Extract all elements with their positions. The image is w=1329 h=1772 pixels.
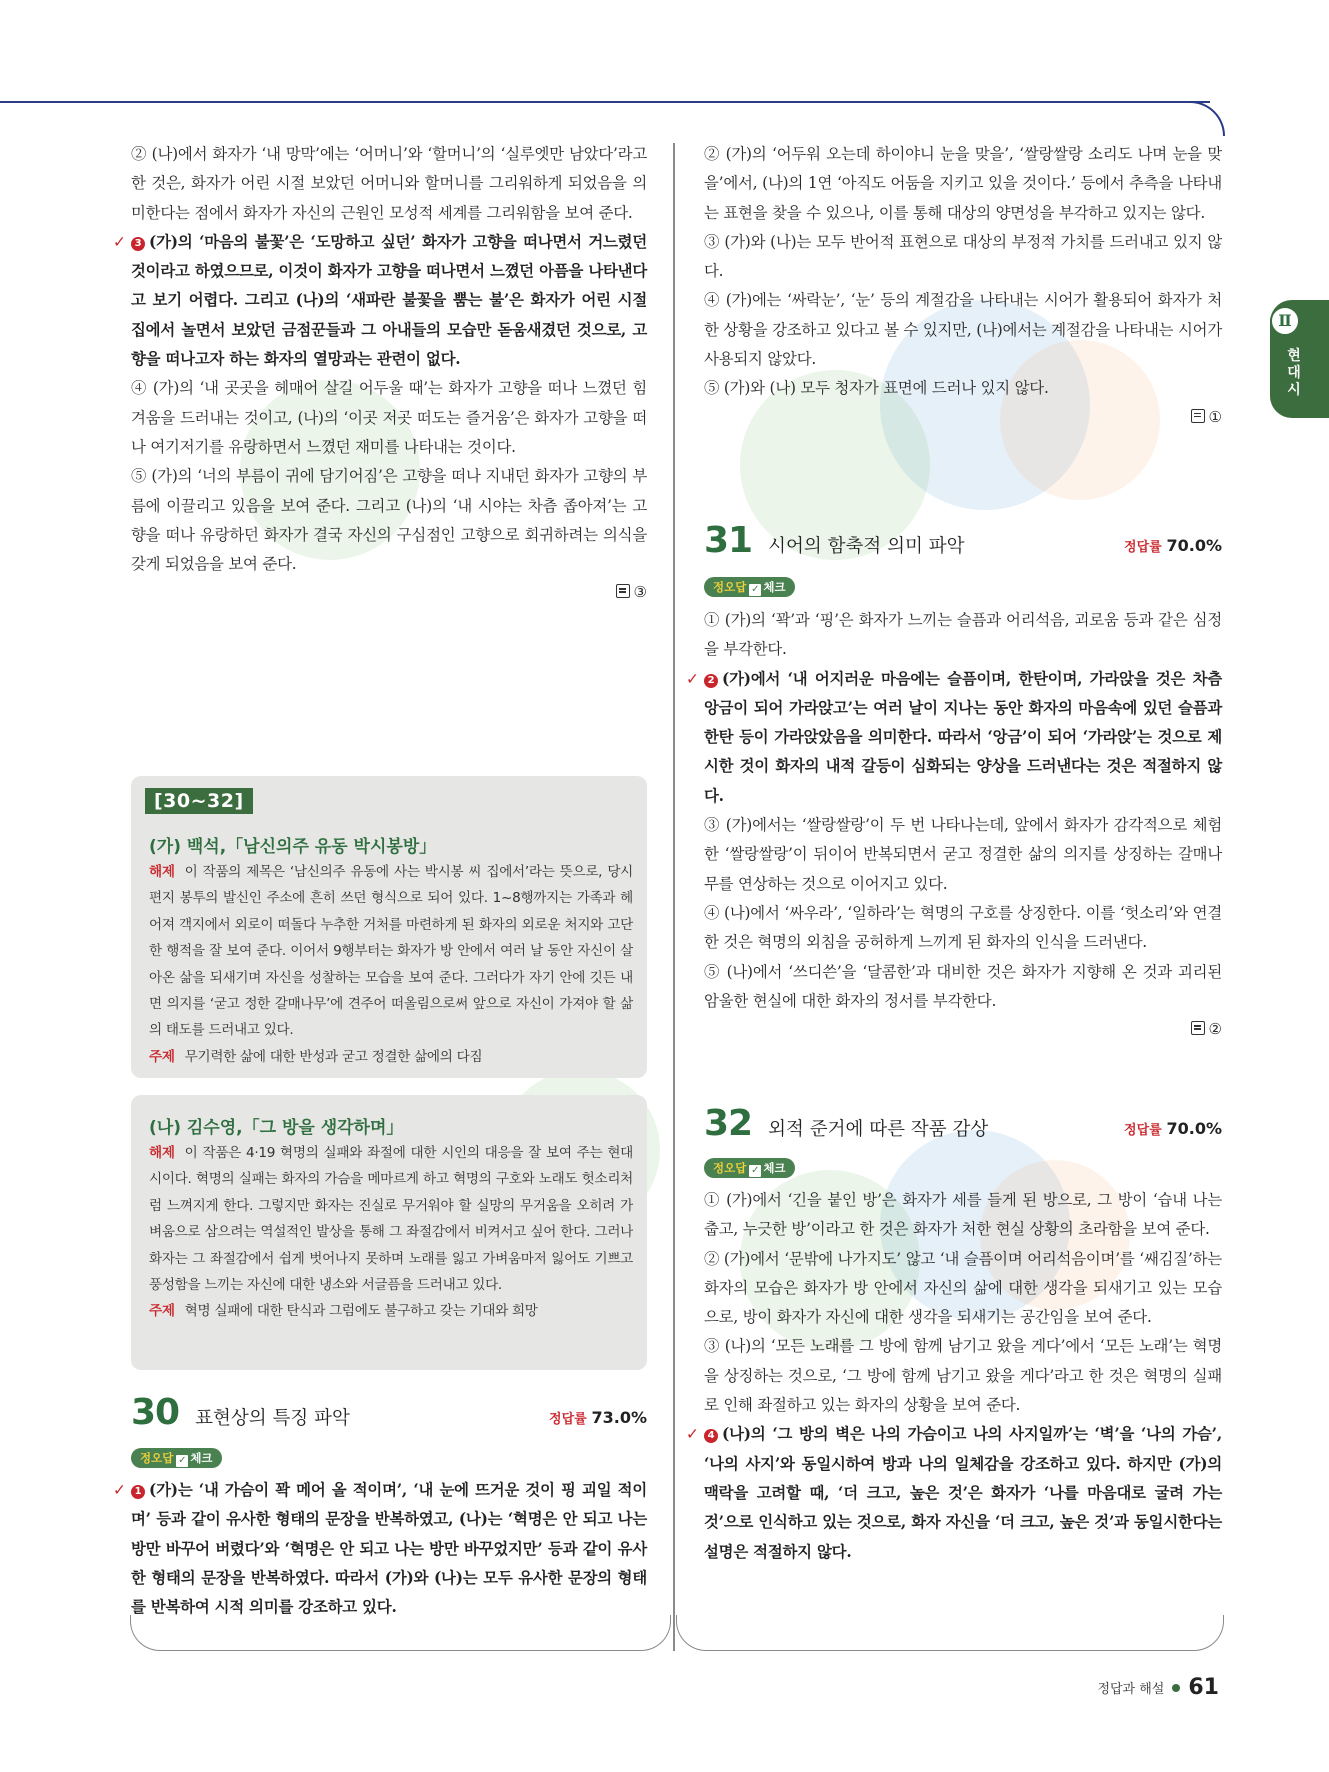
explanation-paragraph: ③ (가)에서는 ‘쌀랑쌀랑’이 두 번 나타나는데, 앞에서 화자가 감각적으로 체험한 ‘쌀랑쌀랑’이 뒤이어 반복되면서 굳고 정결한 삶의 의지를 상징하는 갈매나무를 연상하는 것으로 이어지고 있다. xyxy=(704,816,1222,893)
check-mark-icon: ✓ xyxy=(113,1481,126,1499)
answer-icon xyxy=(1191,409,1205,423)
passage-box-ga xyxy=(131,776,647,1078)
explanation-paragraph: ⑤ (가)의 ‘너의 부름이 귀에 담기어짐’은 고향을 떠나 지내던 화자가 고향의 부름에 이끌리고 있음을 보여 준다. 그리고 (나)의 ‘내 시야는 차츰 좁아져’는 고향을 떠나 유랑하던 화자가 결국 자신의 구심점인 고향으로 회귀하려는 의식을 갖게 되었음을 보여 준다. xyxy=(131,467,647,574)
passage-summary-na: 해제 이 작품은 4·19 혁명의 실패와 좌절에 대한 시인의 대응을 잘 보여 주는 현대시이다. 혁명의 실패는 화자의 가슴을 메마르게 하고 혁명의 구호와 노래도 헛소리처럼 느껴지게 한다. 그렇지만 화자는 진실로 무거워야 할 실망의 무거움을 오히려 가벼움으로 삼으려는 역설적인 발상을 통해 그 좌절감에서 비켜서고 싶어 한다. 그러나 화자는 그 좌절감에서 쉽게 벗어나지 못하며 노래를 잃고 가벼움마저 잃어도 기쁘고 풍성함을 느끼는 자신에 대한 냉소와 서글픔을 드러내고 있다. 주제 혁명 실패에 대한 탄식과 그럼에도 불구하고 갖는 기대와 희망 xyxy=(149,1145,633,1320)
checkbox-icon: ✓ xyxy=(178,1455,187,1466)
correct-explanation: ✓ 1 (가)는 ‘내 가슴이 꽉 메어 올 적이며’, ‘내 눈에 뜨거운 것이 핑 괴일 적이며’ 등과 같이 유사한 형태의 문장을 반복하였고, (나)는 ‘혁명은 안 되고 나는 방만 바꾸어 버렸다’와 ‘혁명은 안 되고 나는 방만 바꾸었지만’ 등과 같이 유사한 형태의 문장을 반복하였다. 따라서 (가)와 (나)는 모두 유사한 문장의 형태를 반복하여 시적 의미를 강조하고 있다. xyxy=(131,1476,647,1622)
question-title: 시어의 함축적 의미 파악 xyxy=(768,536,965,557)
passage-box-na xyxy=(131,1095,647,1370)
correct-rate: 정답률 73.0% xyxy=(549,1408,647,1427)
answer-icon xyxy=(1191,1021,1205,1035)
correct-number: 1 xyxy=(131,1485,145,1499)
passage-summary-ga: 해제 이 작품의 제목은 ‘남신의주 유동에 사는 박시봉 씨 집에서’라는 뜻으로, 당시 편지 봉투의 발신인 주소에 흔히 쓰던 형식으로 되어 있다. 1~8행까지는 가족과 헤어져 객지에서 외로이 떠돌다 누추한 거처를 마련하게 된 화자의 외로운 처지와 고단한 행적을 잘 보여 준다. 이어서 9행부터는 화자가 방 안에서 여러 날 동안 자신이 살아온 삶을 되새기며 자신을 성찰하는 모습을 보여 준다. 그러다가 자기 안에 깃든 내면 의지를 ‘굳고 정한 갈매나무’에 견주어 떠올림으로써 앞으로 자신이 가져야 할 삶의 태도를 드러내고 있다. 주제 무기력한 삶에 대한 반성과 굳고 정결한 삶에의 다짐 xyxy=(149,864,633,1065)
correct-number: 3 xyxy=(131,237,145,251)
question-number: 32 xyxy=(704,1103,753,1144)
question-32-header xyxy=(704,1103,1222,1144)
explanation-paragraph: ① (가)의 ‘꽉’과 ‘핑’은 화자가 느끼는 슬픔과 어리석음, 괴로움 등과 같은 심정을 부각한다. xyxy=(704,611,1222,659)
check-mark-icon: ✓ xyxy=(686,1425,699,1444)
check-mark-icon: ✓ xyxy=(113,232,126,251)
top-rule xyxy=(0,101,1210,103)
explanation-paragraph: ③ (나)의 ‘모든 노래를 그 방에 함께 남기고 왔을 게다’에서 ‘모든 노래’는 혁명을 상징하는 것으로, ‘그 방에 함께 남기고 왔을 게다’라고 한 것은 혁명의 실패로 인해 좌절하고 있는 화자의 상황을 보여 준다. xyxy=(704,1337,1222,1415)
explanation-paragraph: ③ (가)와 (나)는 모두 반어적 표현으로 대상의 부정적 가치를 드러내고 있지 않다. xyxy=(704,232,1222,281)
page-number: 61 xyxy=(1188,1675,1219,1700)
column-divider xyxy=(673,143,675,1651)
answer-line: ② xyxy=(704,1020,1222,1038)
correct-explanation: ✓ 4 (나)의 ‘그 방의 벽은 나의 가슴이고 나의 사지일까’는 ‘벽’을 ‘나의 가슴’, ‘나의 사지’와 동일시하여 방과 나의 일체감을 강조하고 있다. 하지만 (가)의 맥락을 고려할 때, ‘더 크고, 높은 것’은 화자가 ‘나를 마음대로 굴려 가는 것’으로 인식하고 있는 것으로, 화자 자신을 ‘더 크고, 높은 것’과 동일시한다는 설명은 적절하지 않다. xyxy=(704,1420,1222,1566)
passage-title-ga: (가) 백석,「남신의주 유동 박시봉방」 xyxy=(149,837,437,857)
question-30-explanation xyxy=(113,1476,647,1622)
chapter-label: 현대시 xyxy=(1287,348,1301,398)
right-column-frame xyxy=(676,1615,1224,1651)
explanation-paragraph: ④ (가)에는 ‘싸락눈’, ‘눈’ 등의 계절감을 나타내는 시어가 활용되어 화자가 처한 상황을 강조하고 있다고 볼 수 있지만, (나)에서는 계절감을 나타내는 시어가 사용되지 않았다. xyxy=(704,291,1222,369)
question-number: 31 xyxy=(704,520,753,561)
answer-check-badge: 정오답 ✓ 체크 xyxy=(704,1158,795,1178)
explanation-paragraph: ⑤ (나)에서 ‘쓰디쓴’을 ‘달콤한’과 대비한 것은 화자가 지향해 온 것과 괴리된 암울한 현실에 대한 화자의 정서를 부각한다. xyxy=(704,962,1222,1010)
top-rule-curve xyxy=(1190,101,1225,136)
explanation-paragraph: ④ (나)에서 ‘싸우라’, ‘일하라’는 혁명의 구호를 상징한다. 이를 ‘헛소리’와 연결한 것은 혁명의 외침을 공허하게 느끼게 된 화자의 인식을 드러낸다. xyxy=(704,903,1222,952)
explanation-paragraph: ① (가)에서 ‘긴을 붙인 방’은 화자가 세를 들게 된 방으로, 그 방이 ‘습내 나는 춥고, 누긋한 방’이라고 한 것은 화자가 처한 현실 상황의 초라함을 보여 준다. xyxy=(704,1191,1222,1239)
answer-line: ① xyxy=(704,408,1222,426)
correct-rate: 정답률 70.0% xyxy=(1124,1119,1222,1138)
left-explanation-block xyxy=(113,140,647,602)
question-32-explanation xyxy=(686,1186,1222,1567)
question-31-header xyxy=(704,520,1222,561)
checkbox-icon: ✓ xyxy=(751,1165,760,1176)
passage-range-tag: [30~32] xyxy=(145,788,253,814)
correct-number: 2 xyxy=(704,674,718,688)
question-30-header xyxy=(131,1392,647,1433)
explanation-paragraph: ⑤ (가)와 (나) 모두 청자가 표면에 드러나 있지 않다. xyxy=(704,379,1049,398)
page-footer xyxy=(1097,1675,1219,1700)
check-mark-icon: ✓ xyxy=(686,669,699,688)
answer-check-badge: 정오답 ✓ 체크 xyxy=(131,1448,222,1468)
question-title: 외적 준거에 따른 작품 감상 xyxy=(768,1119,989,1140)
explanation-paragraph: ② (나)에서 화자가 ‘내 망막’에는 ‘어머니’와 ‘할머니’의 ‘실루엣만 남았다’라고 한 것은, 화자가 어린 시절 보았던 어머니와 할머니를 그리워하게 되었음을 의미한다는 점에서 화자가 자신의 근원인 모성적 세계를 그리워함을 보여 준다. xyxy=(131,145,647,222)
question-title: 표현상의 특징 파악 xyxy=(195,1408,350,1429)
correct-explanation: ✓ 3 (가)의 ‘마음의 불꽃’은 ‘도망하고 싶던’ 화자가 고향을 떠나면서 거느렸던 것이라고 하였으므로, 이것이 화자가 고향을 떠나면서 느꼈던 아픔을 나타낸다고 보기 어렵다. 그리고 (나)의 ‘새파란 불꽃을 뿜는 불’은 화자가 어린 시절 집에서 놀면서 보았던 금점꾼들과 그 아내들의 모습만 돋움새겼던 것으로, 고향을 떠나고자 하는 화자의 열망과는 관련이 없다. xyxy=(131,228,647,374)
passage-title-na: (나) 김수영,「그 방을 생각하며」 xyxy=(149,1118,404,1138)
correct-rate: 정답률 70.0% xyxy=(1124,536,1222,555)
answer-check-badge: 정오답 ✓ 체크 xyxy=(704,577,795,597)
checkbox-icon: ✓ xyxy=(751,584,760,595)
footer-dot xyxy=(1172,1684,1180,1692)
correct-explanation: ✓ 2 (가)에서 ‘내 어지러운 마음에는 슬픔이며, 한탄이며, 가라앉을 것은 차츰 앙금이 되어 가라앉고’는 여러 날이 지나는 동안 화자의 마음속에 있던 슬픔과 한탄 등이 가라앉았음을 의미한다. 따라서 ‘앙금’이 되어 ‘가라앉’는 것으로 제시한 것이 화자의 내적 갈등이 심화되는 양상을 드러낸다는 것은 적절하지 않다. xyxy=(704,665,1222,811)
answer-icon xyxy=(616,584,630,598)
correct-number: 4 xyxy=(704,1429,718,1443)
chapter-number-badge: Ⅱ xyxy=(1270,306,1300,336)
footer-label: 정답과 해설 xyxy=(1097,1682,1165,1697)
question-31-explanation xyxy=(686,606,1222,1039)
explanation-paragraph: ④ (가)의 ‘내 곳곳을 헤매어 살길 어두울 때’는 화자가 고향을 떠나 느꼈던 힘겨움을 드러내는 것이고, (나)의 ‘이곳 저곳 떠도는 즐거움’은 화자가 고향을 떠나 여기저기를 유랑하면서 느꼈던 재미를 나타내는 것이다. xyxy=(131,379,647,456)
explanation-paragraph: ② (가)의 ‘어두워 오는데 하이야니 눈을 맞을’, ‘쌀랑쌀랑 소리도 나며 눈을 맞을’에서, (나)의 1연 ‘아직도 어둠을 지키고 있을 것이다.’ 등에서 추측을 나타내는 표현을 찾을 수 있으나, 이를 통해 대상의 양면성을 부각하고 있지는 않다. xyxy=(704,145,1222,222)
answer-line: ③ xyxy=(131,583,647,601)
explanation-paragraph: ② (가)에서 ‘문밖에 나가지도’ 않고 ‘내 슬픔이며 어리석음이며’를 ‘쌔김질’하는 화자의 모습은 화자가 방 안에서 자신의 삶에 대한 생각을 되새기고 있는 모습으로, 방이 화자가 자신에 대한 생각을 되새기는 공간임을 보여 준다. xyxy=(704,1249,1222,1327)
question-number: 30 xyxy=(131,1392,180,1433)
right-explanation-block xyxy=(704,140,1222,426)
